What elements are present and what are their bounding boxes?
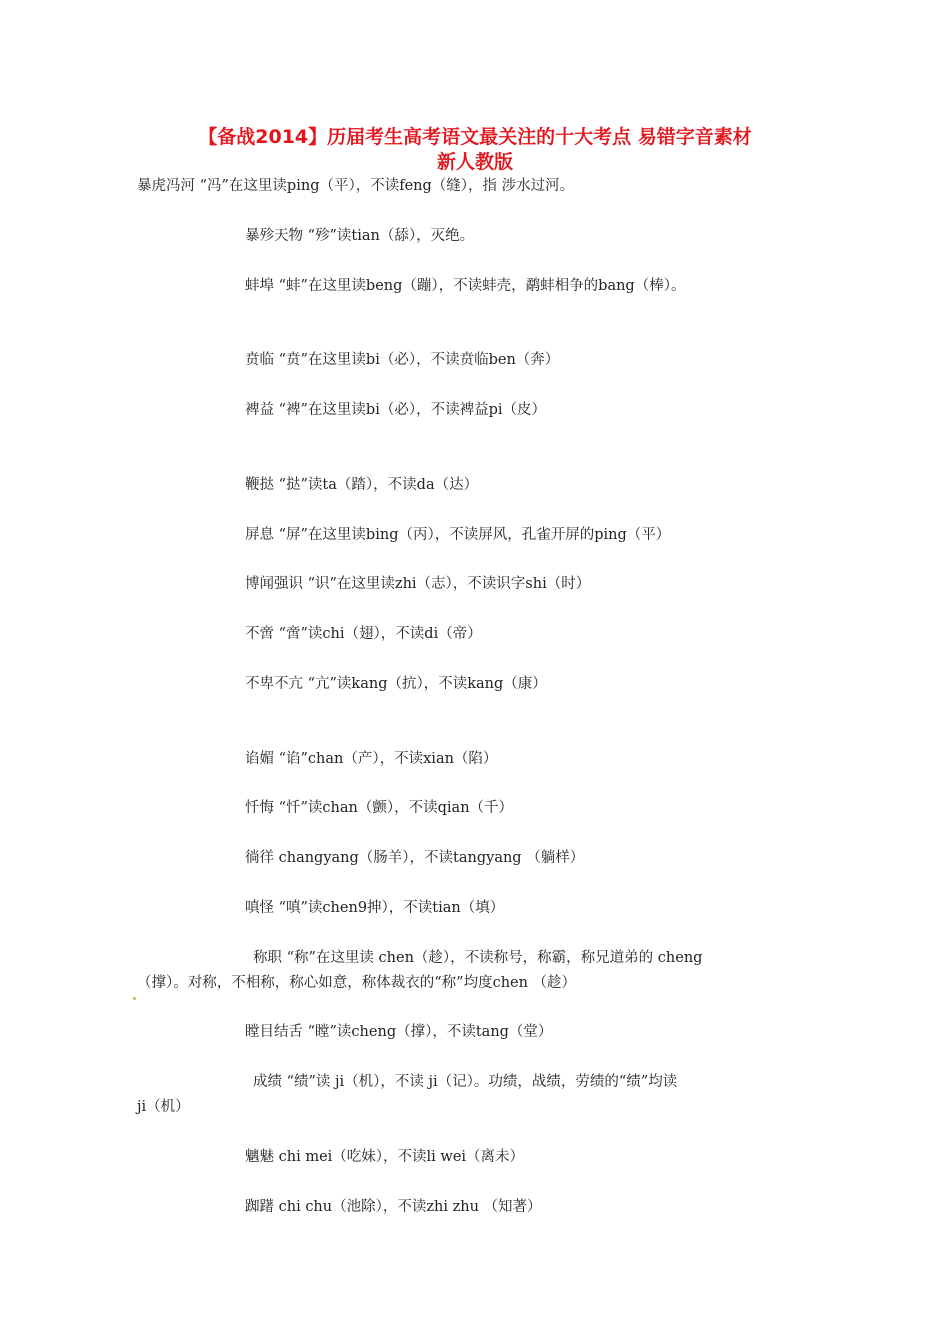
document-title-line-1: 【备战2014】历届考生高考语文最关注的十大考点 易错字音素材	[198, 126, 752, 148]
entry-biyi: 裨益 “裨”在这里读bi（必），不读裨益pi（皮）	[245, 402, 547, 418]
entry-chichu: 踟躇 chi chu（池除），不读zhi zhu （知著）	[245, 1199, 542, 1215]
entry-chenzhi-line-2: （撑）。对称，不相称，称心如意，称体裁衣的“称”均度chen （趁）	[137, 975, 577, 991]
entry-chenguai: 嗔怪 “嗔”读chen9抻），不读tian（填）	[245, 900, 505, 916]
entry-chengmu-jieshe: 瞠目结舌 “瞠”读cheng（撑），不读tang（堂）	[245, 1024, 553, 1040]
entry-chenzhi-line-1: 称职 “称”在这里读 chen（趁），不读称号，称霸，称兄道弟的 cheng	[253, 950, 703, 966]
entry-changyang: 徜徉 changyang（肠羊），不读tangyang （躺样）	[245, 850, 585, 866]
entry-chanhui: 忏悔 “忏”读chan（颤），不读qian（千）	[245, 800, 514, 816]
entry-bilin: 贲临 “贲”在这里读bi（必），不读贲临ben（奔）	[245, 352, 560, 368]
entry-chimei: 魑魅 chi mei（吃妹），不读li wei（离未）	[245, 1149, 525, 1165]
entry-chengji-line-1: 成绩 “绩”读 ji（机），不读 ji（记）。功绩，战绩，劳绩的“绩”均读	[253, 1074, 678, 1090]
entry-bowen-qiangzhi: 博闻强识 “识”在这里读zhi（志），不读识字shi（时）	[245, 576, 591, 592]
entry-bingxi: 屏息 “屏”在这里读bing（丙），不读屏风，孔雀开屏的ping（平）	[245, 527, 671, 543]
entry-buchi: 不啻 “啻”读chi（翅），不读di（帝）	[245, 626, 482, 642]
entry-bubei-bukang: 不卑不亢 “亢”读kang（抗），不读kang（康）	[245, 676, 547, 692]
entry-chengji-line-2: ji（机）	[137, 1099, 190, 1115]
entry-bianta: 鞭挞 “挞”读ta（踏），不读da（达）	[245, 477, 479, 493]
entry-chanmei: 谄媚 “谄”chan（产），不读xian（陷）	[245, 751, 498, 767]
document-title-line-2: 新人教版	[436, 151, 513, 173]
entry-baotian-tianwu: 暴殄天物 “殄”读tian（舔），灭绝。	[245, 228, 475, 244]
entry-baohu-pinghe: 暴虎冯河 “冯”在这里读ping（平），不读feng（缝），指 涉水过河。	[137, 178, 575, 194]
entry-bengbu: 蚌埠 “蚌”在这里读beng（蹦），不读蚌壳，鹬蚌相争的bang（棒）。	[245, 278, 686, 294]
stray-mark	[133, 997, 136, 1000]
